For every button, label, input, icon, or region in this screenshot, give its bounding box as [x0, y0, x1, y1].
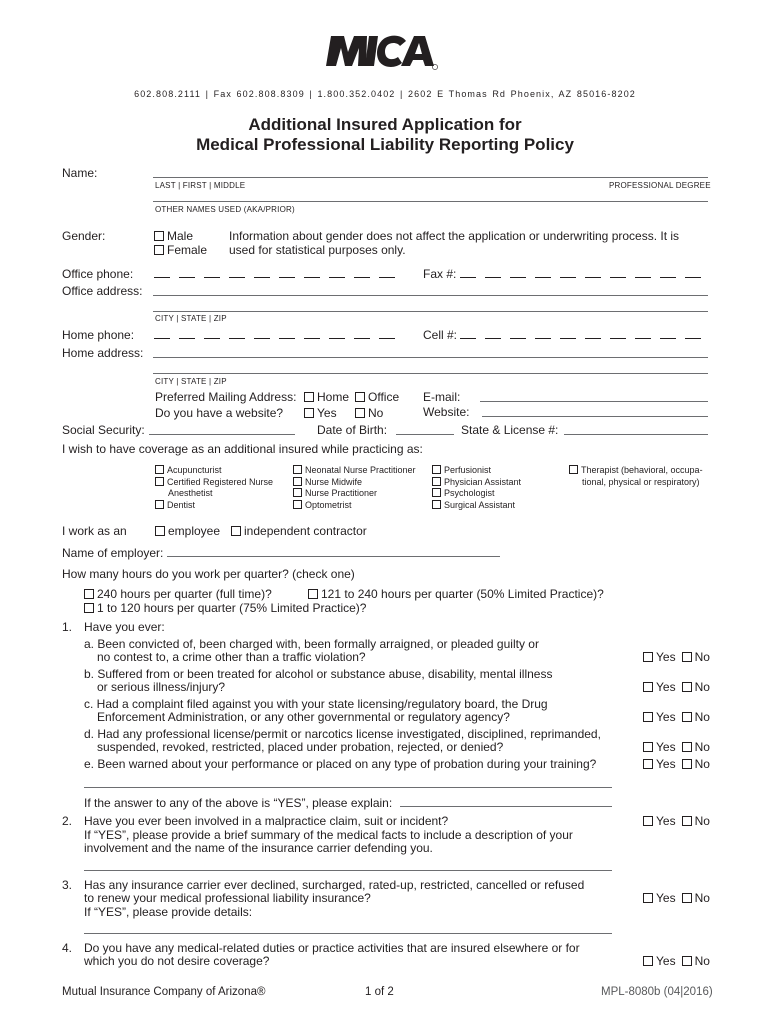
q2-yes-checkbox[interactable] [643, 816, 653, 826]
q2-line3: involvement and the name of the insurance carrier defending you. [84, 841, 433, 855]
q1a-line2: no contest to, a crime other than a traffic violation? [97, 650, 366, 664]
q1-explain-line-a[interactable] [84, 787, 612, 788]
office-address-label: Office address: [62, 284, 143, 298]
name-label: Name: [62, 166, 98, 180]
q1b-no-label: No [694, 680, 710, 694]
q1c-line2: Enforcement Administration, or any other governmental or regulatory agency? [97, 710, 510, 724]
company-logo [322, 30, 446, 72]
acupuncturist-label: Acupuncturist [167, 465, 222, 475]
crna-label: Certified Registered Nurse [167, 476, 274, 487]
gender-note-line1: Information about gender does not affect the application or underwriting process. It is [229, 229, 680, 243]
optometrist-label: Optometrist [305, 500, 352, 511]
q1b-yes-checkbox[interactable] [643, 682, 653, 692]
q1e-no-checkbox[interactable] [682, 759, 692, 769]
q1-explain-input[interactable] [400, 806, 612, 807]
dob-label: Date of Birth: [317, 423, 388, 437]
fax-input[interactable] [460, 267, 710, 281]
home-phone-input[interactable] [154, 328, 404, 342]
coverage-col2 [293, 465, 416, 512]
email-label: E-mail: [423, 390, 461, 404]
q1d-yes-checkbox[interactable] [643, 742, 653, 752]
website-input[interactable] [482, 416, 708, 417]
ssn-label: Social Security: [62, 423, 145, 437]
q1c-no-label: No [694, 710, 710, 724]
gender-note-line2: used for statistical purposes only. [229, 243, 406, 257]
crna-label-cont [155, 488, 273, 500]
psychologist-label: Psychologist [444, 488, 495, 499]
home-address-input[interactable] [153, 357, 708, 358]
q1c-answer [643, 710, 710, 724]
psychologist-checkbox[interactable] [432, 488, 441, 497]
license-input[interactable] [564, 434, 708, 435]
perfusionist-option[interactable] [432, 465, 521, 477]
website-no-option[interactable] [355, 406, 383, 420]
cell-label: Cell #: [423, 328, 458, 342]
office-address-input[interactable] [153, 295, 708, 296]
q4-line2: which you do not desire coverage? [84, 954, 270, 968]
surgical-assistant-label: Surgical Assistant [444, 500, 516, 511]
website-yes-label: Yes [317, 406, 337, 420]
q1c-no-checkbox[interactable] [682, 712, 692, 722]
optometrist-checkbox[interactable] [293, 500, 302, 509]
q3-number: 3. [62, 878, 73, 892]
employee-checkbox[interactable] [155, 526, 165, 536]
dentist-checkbox[interactable] [155, 500, 164, 509]
midwife-checkbox[interactable] [293, 477, 302, 486]
q1d-no-checkbox[interactable] [682, 742, 692, 752]
q1b-no-checkbox[interactable] [682, 682, 692, 692]
q1e-no-label: No [694, 757, 710, 771]
male-label: Male [167, 229, 194, 243]
q1-explain-label: If the answer to any of the above is “YES”, please explain: [84, 796, 393, 810]
q1b-answer [643, 680, 710, 694]
q1c-line1: c. Had a complaint filed against you with your state licensing/regulatory board, the Drug [84, 697, 548, 711]
office-city-sublabel: CITY | STATE | ZIP [155, 314, 227, 323]
employer-label: Name of employer: [62, 546, 164, 560]
hours-121-label: 121 to 240 hours per quarter (50% Limited Practice)? [321, 587, 604, 601]
q1b-line1: b. Suffered from or been treated for alcohol or substance abuse, disability, mental illness [84, 667, 553, 681]
form-title-line1: Additional Insured Application for [248, 115, 522, 134]
q2-line2: If “YES”, please provide a brief summary of the medical facts to include a description of your [84, 828, 573, 842]
coverage-col1 [155, 465, 273, 512]
q1e-line1: e. Been warned about your performance or placed on any type of probation during your training? [84, 757, 597, 771]
mailing-home-checkbox[interactable] [304, 392, 314, 402]
q1e-yes-checkbox[interactable] [643, 759, 653, 769]
mailing-office-label: Office [368, 390, 400, 404]
therapist-option[interactable] [569, 465, 703, 477]
acupuncturist-checkbox[interactable] [155, 465, 164, 474]
q1d-line1: d. Had any professional license/permit or narcotics license investigated, disciplined, reprimanded, [84, 727, 601, 741]
midwife-option[interactable] [293, 477, 416, 489]
home-phone-label: Home phone: [62, 328, 135, 342]
midwife-label: Nurse Midwife [305, 476, 363, 487]
male-checkbox[interactable] [154, 231, 164, 241]
hours-1-option[interactable] [84, 601, 366, 615]
anesthetist-label: Anesthetist [168, 488, 213, 499]
contact-info: 602.808.2111 | Fax 602.808.8309 | 1.800.352.0402 | 2602 E Thomas Rd Phoenix, AZ 85016-8202 [134, 89, 636, 99]
preferred-mailing-label: Preferred Mailing Address: [155, 390, 297, 404]
ssn-input[interactable] [149, 434, 295, 435]
hours-240-option[interactable] [84, 587, 272, 601]
q1a-yes-label: Yes [656, 650, 676, 664]
q1-number: 1. [62, 620, 73, 634]
optometrist-option[interactable] [293, 500, 416, 512]
q1a-no-checkbox[interactable] [682, 652, 692, 662]
website-no-label: No [368, 406, 384, 420]
crna-checkbox[interactable] [155, 477, 164, 486]
nnp-option[interactable] [293, 465, 416, 477]
email-input[interactable] [480, 401, 708, 402]
q1d-line2: suspended, revoked, restricted, placed under probation, rejected, or denied? [97, 740, 504, 754]
male-option[interactable] [154, 229, 193, 243]
mailing-home-option[interactable] [304, 390, 349, 404]
np-label: Nurse Practitioner [305, 488, 378, 499]
q3-details-input[interactable] [84, 933, 612, 934]
hours-240-checkbox[interactable] [84, 589, 94, 599]
therapist-label: Therapist (behavioral, occupa- [581, 465, 703, 475]
q1a-answer [643, 650, 710, 664]
footer-page-number: 1 of 2 [365, 986, 394, 998]
q4-number: 4. [62, 941, 73, 955]
form-title-line2: Medical Professional Liability Reporting Policy [196, 135, 574, 154]
q2-number: 2. [62, 814, 73, 828]
surgical-assistant-option[interactable] [432, 500, 521, 512]
q4-answer [643, 954, 710, 968]
q1d-no-label: No [694, 740, 710, 754]
degree-sublabel: PROFESSIONAL DEGREE [609, 181, 711, 190]
surgical-assistant-checkbox[interactable] [432, 500, 441, 509]
employee-option[interactable] [155, 524, 220, 538]
home-city-sublabel: CITY | STATE | ZIP [155, 377, 227, 386]
therapist-label-cont [569, 477, 703, 489]
contractor-option[interactable] [231, 524, 367, 538]
np-option[interactable] [293, 488, 416, 500]
other-names-input[interactable] [153, 201, 708, 202]
hours-question: How many hours do you work per quarter? (check one) [62, 567, 355, 581]
q1b-yes-label: Yes [656, 680, 676, 694]
q3-yes-checkbox[interactable] [643, 893, 653, 903]
q2-line1: Have you ever been involved in a malpractice claim, suit or incident? [84, 814, 449, 828]
fax-label: Fax #: [423, 267, 457, 281]
mailing-home-label: Home [317, 390, 350, 404]
q1e-yes-label: Yes [656, 757, 676, 771]
employee-label: employee [168, 524, 221, 538]
hours-1-label: 1 to 120 hours per quarter (75% Limited Practice)? [97, 601, 367, 615]
employer-input[interactable] [167, 556, 500, 557]
other-names-sublabel: OTHER NAMES USED (AKA/PRIOR) [155, 205, 295, 214]
license-label: State & License #: [461, 423, 559, 437]
q1c-yes-label: Yes [656, 710, 676, 724]
q3-no-label: No [694, 891, 710, 905]
pa-option[interactable] [432, 477, 521, 489]
q2-no-checkbox[interactable] [682, 816, 692, 826]
work-as-label: I work as an [62, 524, 127, 538]
q1a-no-label: No [694, 650, 710, 664]
crna-option[interactable] [155, 477, 273, 489]
q2-details-input[interactable] [84, 870, 612, 871]
cell-input[interactable] [460, 328, 710, 342]
office-phone-label: Office phone: [62, 267, 134, 281]
q3-line3: If “YES”, please provide details: [84, 905, 253, 919]
nnp-label: Neonatal Nurse Practitioner [305, 465, 416, 475]
q1a-line1: a. Been convicted of, been charged with, been formally arraigned, or pleaded guilty or [84, 637, 539, 651]
website-yes-option[interactable] [304, 406, 337, 420]
contractor-checkbox[interactable] [231, 526, 241, 536]
gender-label: Gender: [62, 229, 106, 243]
q4-yes-label: Yes [656, 954, 676, 968]
q1e-answer [643, 757, 710, 771]
coverage-col4 [569, 465, 703, 488]
perfusionist-label: Perfusionist [444, 465, 492, 475]
hours-1-checkbox[interactable] [84, 603, 94, 613]
dob-input[interactable] [396, 434, 454, 435]
dentist-option[interactable] [155, 500, 273, 512]
therapist-label-line2: tional, physical or respiratory) [582, 476, 700, 487]
q3-answer [643, 891, 710, 905]
np-checkbox[interactable] [293, 488, 302, 497]
website-label: Website: [423, 405, 470, 419]
mica-logo-graphic [322, 30, 446, 72]
home-city-input[interactable] [153, 373, 708, 374]
dentist-label: Dentist [167, 500, 196, 511]
q4-no-label: No [694, 954, 710, 968]
psychologist-option[interactable] [432, 488, 521, 500]
name-input[interactable] [153, 177, 708, 178]
pa-label: Physician Assistant [444, 476, 522, 487]
home-address-label: Home address: [62, 346, 144, 360]
contractor-label: independent contractor [244, 524, 367, 538]
q1-text: Have you ever: [84, 620, 165, 634]
female-checkbox[interactable] [154, 245, 164, 255]
mailing-office-option[interactable] [355, 390, 399, 404]
q1a-yes-checkbox[interactable] [643, 652, 653, 662]
q1b-line2: or serious illness/injury? [97, 680, 226, 694]
q2-no-label: No [694, 814, 710, 828]
website-yes-checkbox[interactable] [304, 408, 314, 418]
mailing-office-checkbox[interactable] [355, 392, 365, 402]
coverage-intro: I wish to have coverage as an additional insured while practicing as: [62, 442, 423, 456]
coverage-col3 [432, 465, 521, 512]
hours-121-checkbox[interactable] [308, 589, 318, 599]
website-no-checkbox[interactable] [355, 408, 365, 418]
q4-yes-checkbox[interactable] [643, 956, 653, 966]
website-question: Do you have a website? [155, 406, 284, 420]
office-phone-input[interactable] [154, 267, 404, 281]
q2-yes-label: Yes [656, 814, 676, 828]
nnp-checkbox[interactable] [293, 465, 302, 474]
footer-company: Mutual Insurance Company of Arizona® [62, 986, 266, 998]
q3-yes-label: Yes [656, 891, 676, 905]
q3-line2: to renew your medical professional liability insurance? [84, 891, 371, 905]
therapist-checkbox[interactable] [569, 465, 578, 474]
q1d-answer [643, 740, 710, 754]
hours-121-option[interactable] [308, 587, 604, 601]
acupuncturist-option[interactable] [155, 465, 273, 477]
footer-form-number: MPL-8080b (04|2016) [601, 986, 713, 998]
q3-line1: Has any insurance carrier ever declined, surcharged, rated-up, restricted, cancelled or refused [84, 878, 585, 892]
q1d-yes-label: Yes [656, 740, 676, 754]
name-sublabel: LAST | FIRST | MIDDLE [155, 181, 246, 190]
pa-checkbox[interactable] [432, 477, 441, 486]
q4-no-checkbox[interactable] [682, 956, 692, 966]
office-city-input[interactable] [153, 311, 708, 312]
female-option[interactable] [154, 243, 207, 257]
hours-240-label: 240 hours per quarter (full time)? [97, 587, 272, 601]
perfusionist-checkbox[interactable] [432, 465, 441, 474]
female-label: Female [167, 243, 208, 257]
q1c-yes-checkbox[interactable] [643, 712, 653, 722]
q2-answer [643, 814, 710, 828]
q4-line1: Do you have any medical-related duties or practice activities that are insured elsewhere or for [84, 941, 580, 955]
q3-no-checkbox[interactable] [682, 893, 692, 903]
